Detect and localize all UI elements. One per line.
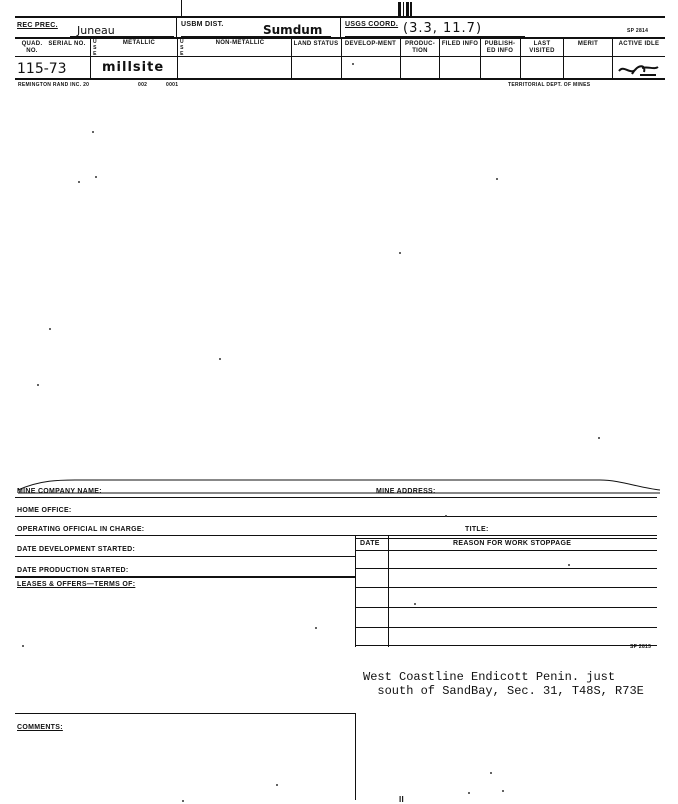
registration-bars [398,2,412,16]
back-form-number: SP 2815 [630,644,652,650]
location-note-line-2: south of SandBay, Sec. 31, T48S, R73E [363,684,644,698]
printer-mark: REMINGTON RAND INC. 20 [18,82,90,88]
rec-prec-value: Juneau [77,24,115,37]
col-serial-no: SERIAL NO. [48,41,86,47]
col-metallic-prefix: U S E [93,39,97,57]
title-label: TITLE: [465,526,489,533]
col-last-visited: LAST VISITED [529,41,555,54]
date-col-header: DATE [360,540,380,547]
home-office-label: HOME OFFICE: [17,507,72,514]
col-metallic: METALLIC [122,40,156,46]
footer-mark-3: 0001 [166,82,179,88]
col-active-idle: ACTIVE IDLE [618,41,660,47]
date-development-started-label: DATE DEVELOPMENT STARTED: [17,546,136,553]
reason-col-header: REASON FOR WORK STOPPAGE [453,540,572,547]
mine-company-name-label: MINE COMPANY NAME: [17,488,102,495]
col-development: DEVELOP-MENT [344,41,397,47]
metallic-value: millsite [102,60,165,75]
footer-mark-2: 002 [138,82,148,88]
usbm-dist-label: USBM DIST. [181,21,224,28]
quad-serial-value: 115-73 [17,61,67,77]
col-filed-info: FILED INFO [441,41,479,47]
operating-official-label: OPERATING OFFICIAL IN CHARGE: [17,526,145,533]
territorial-dept-mark: TERRITORIAL DEPT. OF MINES [508,82,591,88]
usbm-dist-value: Sumdum [263,23,323,37]
col-non-metallic: NON-METALLIC [215,40,265,46]
col-non-metallic-prefix: U S E [180,39,184,57]
bottom-mark: II [399,795,405,804]
usgs-coord-value: (3.3, 11.7) [403,21,483,36]
col-merit: MERIT [577,41,599,47]
col-land-status: LAND STATUS [293,41,339,47]
col-quad-no: QUAD. NO. [21,41,43,54]
active-idle-stamp-icon [616,60,660,78]
col-production: PRODUC-TION [404,41,436,54]
rec-prec-label: REC PREC. [17,22,58,29]
date-production-started-label: DATE PRODUCTION STARTED: [17,567,129,574]
top-form-number: SP 2814 [627,28,649,34]
leases-offers-label: LEASES & OFFERS—TERMS OF: [17,581,136,588]
usgs-coord-label: USGS COORD. [345,21,399,28]
col-published-info: PUBLISH-ED INFO [484,41,516,54]
comments-label: COMMENTS: [17,724,63,731]
location-note-line-1: West Coastline Endicott Penin. just [363,670,616,684]
mine-address-label: MINE ADDRESS: [376,488,436,495]
